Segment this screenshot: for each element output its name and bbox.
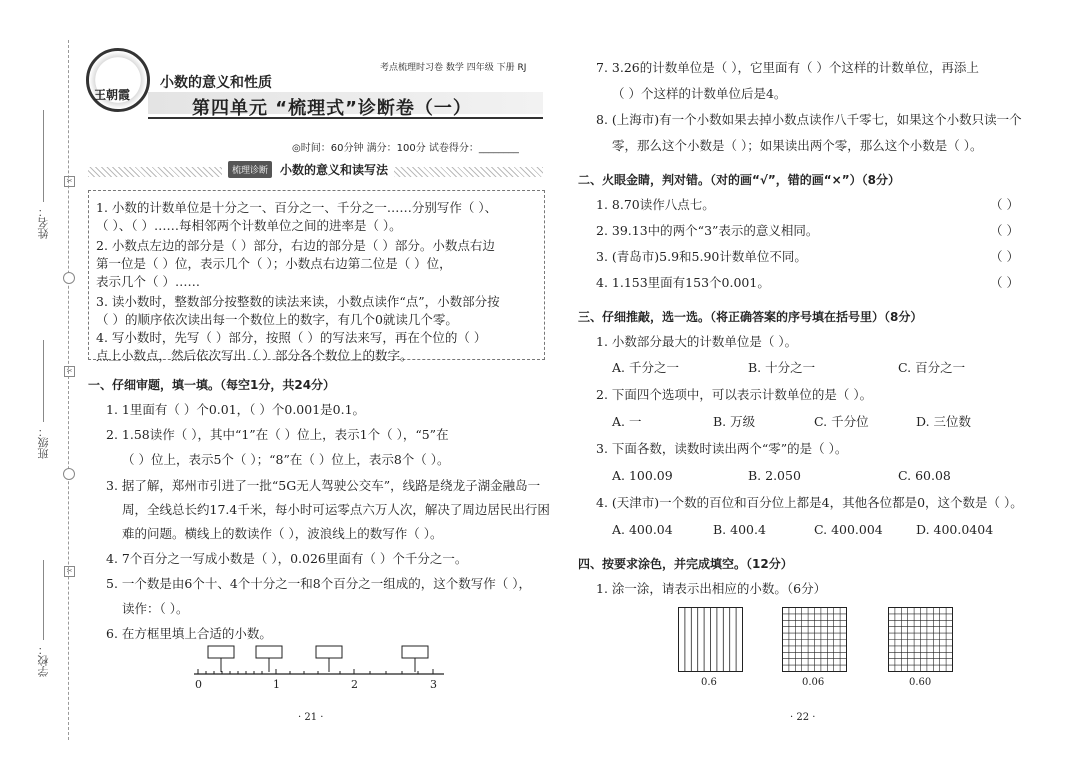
name-underline (43, 110, 44, 202)
hundredths-grid[interactable] (782, 607, 848, 673)
question-line: 3. 据了解，郑州市引进了一批“5G无人驾驶公交车”，线路是绕龙子湖金融岛一 (106, 478, 541, 493)
question-line: 读作：（ ）。 (122, 601, 189, 616)
exam-meta: ◎时间：60分钟 满分：100分 试卷得分：________ (292, 143, 519, 154)
judge-item: 2. 39.13中的两个“3”表示的意义相同。 (596, 223, 819, 238)
choice-option: B. 400.4 (713, 522, 766, 537)
judge-item: 1. 8.70读作八点七。 (596, 197, 715, 212)
answer-bracket[interactable]: （ ） (990, 197, 1019, 212)
choice-option: D. 三位数 (916, 414, 972, 429)
answer-bracket[interactable]: （ ） (990, 249, 1019, 264)
choice-option: A. 100.09 (612, 468, 673, 483)
choice-question: 2. 下面四个选项中，可以表示计数单位的是（ ）。 (596, 387, 873, 402)
school-underline (43, 560, 44, 640)
punch-hole (63, 272, 75, 284)
choice-option: D. 400.0404 (916, 522, 994, 537)
review-line: （ ）、（ ）……每相邻两个计数单位之间的进率是（ ）。 (96, 218, 402, 233)
review-line: 点上小数点，然后依次写出（ ）部分各个数位上的数字。 (96, 348, 413, 363)
series-info: 考点梳理时习卷 数学 四年级 下册 RJ (380, 63, 527, 73)
page-number-left: · 21 · (298, 712, 324, 723)
question-line: 1. 1里面有（ ）个0.01，（ ）个0.001是0.1。 (106, 402, 366, 417)
class-underline (43, 340, 44, 422)
choice-option: A. 一 (612, 414, 642, 429)
review-line: 3. 读小数时，整数部分按整数的读法来读，小数点读作“点”，小数部分按 (96, 294, 500, 309)
grid-label: 0.60 (909, 677, 932, 688)
grid-label: 0.06 (802, 677, 825, 688)
tick-label: 2 (351, 678, 358, 691)
review-line: （ ）的顺序依次读出每一个数位上的数字，有几个0就读几个零。 (96, 312, 458, 327)
judge-item: 3. (青岛市)5.9和5.90计数单位不同。 (596, 249, 807, 264)
review-line: 表示几个（ ）…… (96, 274, 200, 289)
cut-mark-icon: ✂ (64, 566, 75, 577)
tick-label: 1 (273, 678, 280, 691)
page-number-right: · 22 · (790, 712, 816, 723)
choice-option: C. 60.08 (898, 468, 951, 483)
review-heading: 小数的意义和读写法 (280, 163, 389, 177)
tenths-grid[interactable] (678, 607, 744, 673)
tick-label: 0 (195, 678, 202, 691)
review-line: 4. 写小数时，先写（ ）部分，按照（ ）的写法来写，再在个位的（ ） (96, 330, 487, 345)
class-label: 班级： (37, 426, 50, 459)
answer-bracket[interactable]: （ ） (990, 223, 1019, 238)
question-line: （ ）位上，表示5个（ ）；“8”在（ ）位上，表示8个（ ）。 (122, 452, 450, 467)
tick-label: 3 (430, 678, 437, 691)
question-line: 6. 在方框里填上合适的小数。 (106, 626, 272, 641)
school-label: 学校： (37, 644, 50, 677)
question-line: 5. 一个数是由6个十、4个十分之一和8个百分之一组成的，这个数写作（ ）， (106, 576, 531, 591)
unit-topic: 小数的意义和性质 (160, 75, 272, 91)
cut-mark-icon: ✂ (64, 366, 75, 377)
choice-option: B. 2.050 (748, 468, 801, 483)
choice-option: A. 400.04 (612, 522, 673, 537)
choice-option: A. 千分之一 (612, 360, 679, 375)
choice-option: C. 400.004 (814, 522, 883, 537)
page-title: 第四单元 “梳理式”诊断卷（一） (192, 98, 472, 119)
section2-heading: 二、火眼金睛，判对错。（对的画“√”，错的画“×”）（8分） (578, 173, 900, 187)
judge-item: 4. 1.153里面有153个0.001。 (596, 275, 770, 290)
question-line: （ ）个这样的计数单位后是4。 (612, 86, 787, 101)
cut-mark-icon: ✂ (64, 176, 75, 187)
question-line: 周，全线总长约17.4千米，每小时可运零点六万人次，解决了周边居民出行困 (122, 502, 550, 517)
review-line: 1. 小数的计数单位是十分之一、百分之一、千分之一……分别写作（ ）、 (96, 200, 498, 215)
choice-option: B. 十分之一 (748, 360, 816, 375)
review-line: 第一位是（ ）位，表示几个（ ）；小数点右边第二位是（ ）位， (96, 256, 452, 271)
section3-heading: 三、仔细推敲，选一选。（将正确答案的序号填在括号里）（8分） (578, 310, 923, 324)
choice-question: 4. (天津市)一个数的百位和百分位上都是4，其他各位都是0，这个数是（ ）。 (596, 495, 1023, 510)
question-line: 零，那么这个小数是（ ）；如果读出两个零，那么这个小数是（ ）。 (612, 138, 983, 153)
review-header (222, 161, 394, 178)
color-question: 1. 涂一涂，请表示出相应的小数。（6分） (596, 581, 827, 596)
question-line: 难的问题。横线上的数读作（ ），波浪线上的数写作（ ）。 (122, 526, 443, 541)
number-line (190, 644, 450, 694)
choice-question: 1. 小数部分最大的计数单位是（ ）。 (596, 334, 798, 349)
section4-heading: 四、按要求涂色，并完成填空。（12分） (578, 557, 793, 571)
question-line: 8. (上海市)有一个小数如果去掉小数点读作八千零七，如果这个小数只读一个 (596, 112, 1022, 127)
name-label: 姓名： (37, 206, 50, 239)
question-line: 2. 1.58读作（ ），其中“1”在（ ）位上，表示1个（ ），“5”在 (106, 427, 449, 442)
grid-label: 0.6 (701, 677, 717, 688)
choice-question: 3. 下面各数，读数时读出两个“零”的是（ ）。 (596, 441, 848, 456)
title-rule (148, 117, 543, 119)
punch-hole (63, 468, 75, 480)
choice-option: C. 百分之一 (898, 360, 966, 375)
question-line: 7. 3.26的计数单位是（ ），它里面有（ ）个这样的计数单位，再添上 (596, 60, 979, 75)
choice-option: B. 万级 (713, 414, 756, 429)
binding-line (68, 40, 69, 740)
question-line: 4. 7个百分之一写成小数是（ ），0.026里面有（ ）个千分之一。 (106, 551, 468, 566)
review-line: 2. 小数点左边的部分是（ ）部分，右边的部分是（ ）部分。小数点右边 (96, 238, 495, 253)
hundredths-grid[interactable] (888, 607, 954, 673)
choice-option: C. 千分位 (814, 414, 869, 429)
answer-bracket[interactable]: （ ） (990, 275, 1019, 290)
section1-heading: 一、仔细审题，填一填。（每空1分，共24分） (88, 378, 336, 392)
review-tag: 梳理诊断 (228, 161, 272, 178)
brand-logo-text: 王朝霞 (94, 88, 131, 102)
